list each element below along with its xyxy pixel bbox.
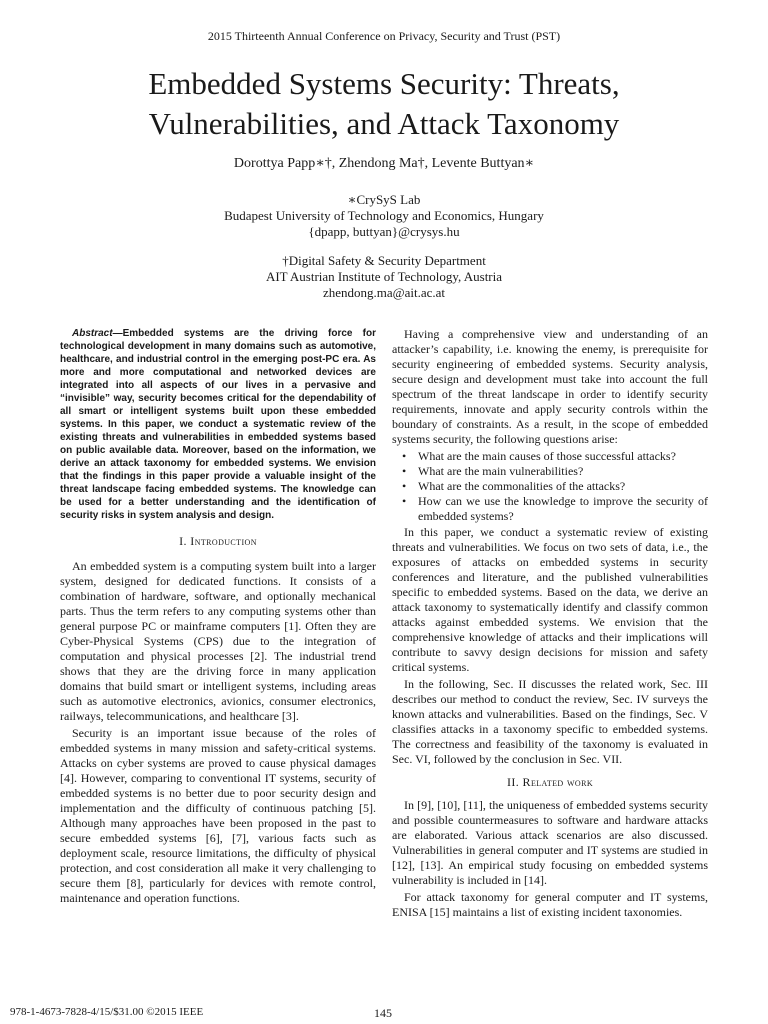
section-heading-related-work: II. Related work [506,775,594,789]
right-paragraph-3: In the following, Sec. II discusses the related work, Sec. III describes our method to conduct the review, Sec. IV surveys the known attacks and vulnerabilities. Based on the findings, Sec. V classifies attacks in a taxonomy specific to embedded systems. The correctness and feasibility of the taxonomy is evaluated in Sec. VI, followed by the conclusion in Sec. VII. [392,677,708,766]
section-heading-introduction: I. Introduction [179,534,257,548]
intro-paragraph-1: An embedded system is a computing system built into a larger system, designed for dedicated functions. It consists of a combination of hardware, software, and optionally mechanical parts. Thus the term refers to any computing systems other than general purpose PC or mainframe computers [1]. Often they are Cyber-Physical Systems (CPS) due to the integration of computation and physical processes [2]. The industrial trend shows that they are the driving force in many application domains that build smart or intelligent systems, including areas such as automotive electronics, avionics, consumer electronics, railways, telecommunications, and healthcare [3]. [60,559,376,723]
left-column [60,327,376,908]
affiliation-university: Budapest University of Technology and Economics, Hungary [224,208,544,223]
authors: Dorottya Papp∗†, Zhendong Ma†, Levente Buttyan∗ [233,156,535,171]
bullet-icon: • [402,494,407,508]
paper-title [0,64,768,144]
related-paragraph-1: In [9], [10], [11], the uniqueness of embedded systems security and possible countermeasures to software and hardware attacks are elaborated. Various attack scenarios are also discussed. Vulnerabilities in general computer and IT systems are studied in [12], [13]. An empirical study focusing on embedded systems vulnerability is included in [14]. [392,798,708,887]
bullet-icon: • [402,479,407,493]
list-item: • How can we use the knowledge to improve the security of embedded systems? [402,494,708,523]
affiliation-email-2: zhendong.ma@ait.ac.at [322,285,446,300]
related-paragraph-2: For attack taxonomy for general computer and IT systems, ENISA [15] maintains a list of existing incident taxonomies. [392,890,708,919]
affiliation-lab: ∗CrySyS Lab [347,192,421,207]
affiliation-dept: †Digital Safety & Security Department [282,253,486,268]
right-paragraph-2: In this paper, we conduct a systematic review of existing threats and vulnerabilities. We focus on two sets of data, i.e., the exposures of attacks on embedded systems in security conferences and literature, and the published vulnerabilities specific to embedded systems. Based on the data, we derive an attack taxonomy to systematically identify and classify common attacks against embedded systems. We envision that the comprehensive knowledge of attacks and their implications will contribute to savvy design decisions for mission and safety critical systems. [392,525,708,674]
bullet-icon: • [402,464,407,478]
list-item: • What are the main causes of those successful attacks? [402,449,676,463]
affiliation-crysys [0,192,768,240]
paper-title-line-2: Vulnerabilities, and Attack Taxonomy [148,106,620,141]
list-item: • What are the commonalities of the attacks? [402,479,626,493]
bullet-icon: • [402,449,407,463]
footer-isbn: 978-1-4673-7828-4/15/$31.00 ©2015 IEEE [10,1006,204,1018]
right-paragraph-1: Having a comprehensive view and understanding of an attacker’s capability, i.e. knowing the enemy, is prerequisite for security engineering of embedded systems. Security analysis, secure design and development must take into account the full spectrum of the threat landscape in order to identify security requirements, innovate and apply security controls within the boundary of constraints. As a result, in the scope of embedded systems security, the following questions arise: [392,327,708,446]
abstract-text: —Embedded systems are the driving force for technological development in many domains such as automotive, healthcare, and industrial control in the emerging post-PC era. As more and more computational and networked devices are integrated into all aspects of our lives in a pervasive and “invisible” way, security becomes critical for the dependability of all smart or intelligent systems built upon these embedded systems. In this paper, we conduct a systematic review of the existing threats and vulnerabilities in embedded systems based on public available data. Moreover, based on the information, we derive an attack taxonomy for embedded systems. We envision that the findings in this paper provide a valuable insight of the threat landscape facing embedded systems. The knowledge can be used for a better understanding and the identification of security risks in system analysis and design. [60,328,376,521]
affiliation-ait [0,253,768,301]
abstract-label: Abstract [72,328,113,339]
page-number: 145 [374,1006,392,1020]
affiliation-institute: AIT Austrian Institute of Technology, Austria [265,269,503,284]
right-column [392,327,708,922]
conference-header: 2015 Thirteenth Annual Conference on Privacy, Security and Trust (PST) [207,29,561,43]
affiliation-email: {dpapp, buttyan}@crysys.hu [308,224,460,239]
questions-list [392,449,708,524]
paper-title-line-1: Embedded Systems Security: Threats, [148,66,620,101]
abstract [60,327,376,522]
list-item: • What are the main vulnerabilities? [402,464,584,478]
intro-paragraph-2: Security is an important issue because of the roles of embedded systems in many mission and safety-critical systems. Attacks on cyber systems are proved to cause physical damages [4]. However, comparing to conventional IT systems, security of embedded systems is no better due to poor security design and implementation and the difficulty of continuous patching [5]. Although many approaches have been proposed in the past to secure embedded systems [6], [7], various facts such as deployment scale, resource limitations, the difficulty of physical protection, and cost consideration all make it very challenging to secure them [8], particularly for devices with remote control, maintenance and operation functions. [60,726,376,905]
